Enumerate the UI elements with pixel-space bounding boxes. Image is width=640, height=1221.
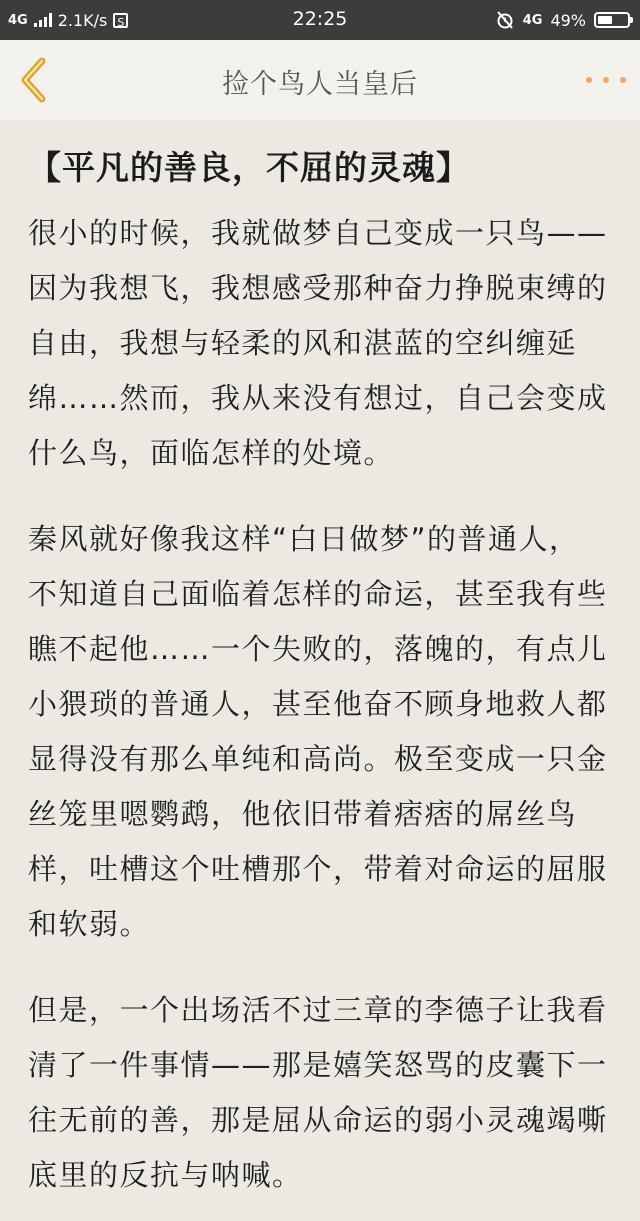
- article-content: [0, 120, 640, 1221]
- more-dots-icon: [586, 77, 626, 83]
- article-paragraph: 很小的时候，我就做梦自己变成一只鸟——因为我想飞，我想感受那种奋力挣脱束缚的自由，我想与轻柔的风和湛蓝的空纠缠延绵……然而，我从来没有想过，自己会变成什么鸟，面临怎样的处境。: [28, 216, 608, 470]
- article-heading: 【平凡的善良，不屈的灵魂】: [28, 148, 470, 187]
- more-options-button[interactable]: [586, 68, 626, 92]
- book-title: 捡个鸟人当皇后: [222, 69, 418, 100]
- network-type-left: 4G: [8, 12, 28, 28]
- chevron-left-icon: [12, 54, 60, 106]
- battery-fill: [598, 16, 612, 24]
- network-speed: 2.1K/s: [57, 10, 108, 30]
- status-bar: [0, 0, 640, 40]
- status-right: [495, 8, 630, 32]
- battery-percent: 49%: [550, 10, 586, 30]
- alarm-off-icon: [495, 10, 515, 30]
- status-time: 22:25: [292, 8, 348, 30]
- top-navigation-bar: [0, 40, 640, 120]
- back-button[interactable]: [12, 54, 60, 106]
- article-paragraph: 但是，一个出场活不过三章的李德子让我看清了一件事情——那是嬉笑怒骂的皮囊下一往无前的善，那是屈从命运的弱小灵魂竭嘶底里的反抗与呐喊。: [28, 993, 608, 1192]
- network-type-right: 4G: [522, 12, 543, 28]
- battery-icon: [594, 12, 630, 28]
- sim-icon: S: [113, 13, 128, 28]
- article-paragraph: 秦风就好像我这样“白日做梦”的普通人，不知道自己面临着怎样的命运，甚至我有些瞧不起他……一个失败的，落魄的，有点儿小猥琐的普通人，甚至他奋不顾身地救人都显得没有那么单纯和高尚。极至变成一只金丝笼里嗯鹦鹉，他依旧带着痞痞的屌丝鸟样，吐槽这个吐槽那个，带着对命运的屈服和软弱。: [28, 522, 608, 941]
